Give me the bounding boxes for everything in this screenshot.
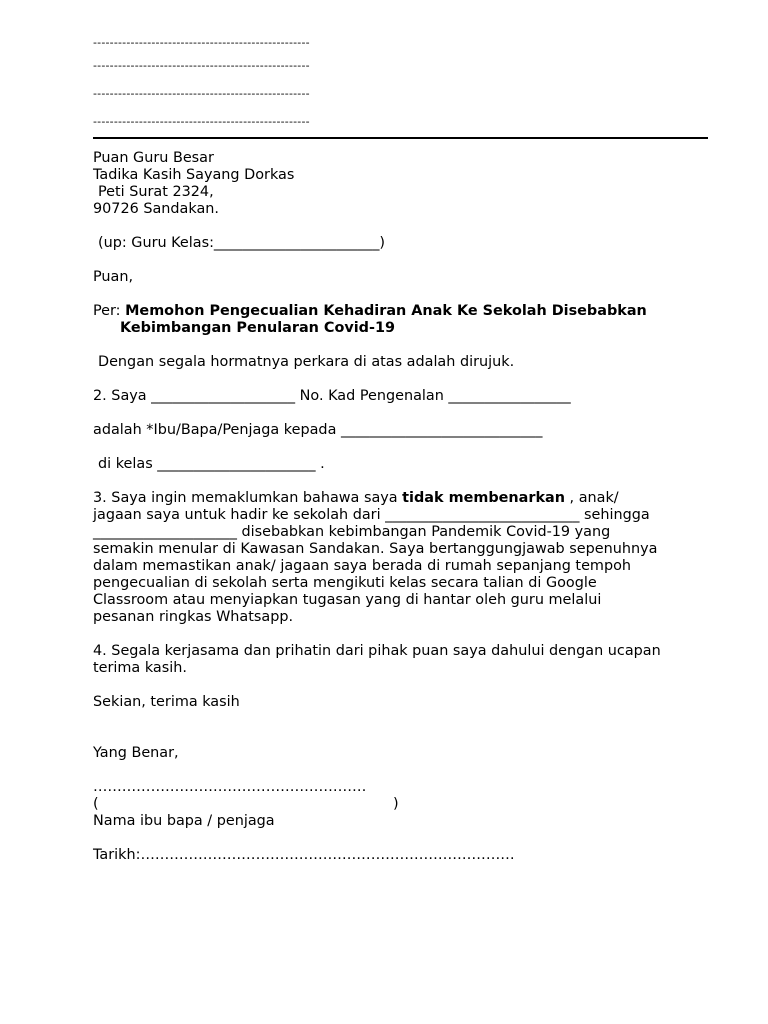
paragraph-4 bbox=[93, 643, 708, 677]
paragraph-1: Dengan segala hormatnya perkara di atas adalah dirujuk. bbox=[98, 354, 515, 370]
signature-paren-open: ( bbox=[93, 796, 99, 812]
recipient-line-2: Tadika Kasih Sayang Dorkas bbox=[93, 167, 295, 183]
para3-line-3: ____________________ disebabkan kebimbangan Pandemik Covid-19 yang bbox=[93, 524, 611, 540]
sender-address-block bbox=[93, 36, 708, 143]
para3-line-8: pesanan ringkas Whatsapp. bbox=[93, 609, 294, 625]
para3-before: 3. Saya ingin memaklumkan bahawa saya bbox=[93, 490, 403, 506]
para3-after: , anak/ bbox=[564, 490, 619, 506]
signature-label: Nama ibu bapa / penjaga bbox=[93, 813, 275, 829]
paragraph-2: 2. Saya ____________________ No. Kad Pengenalan _________________ bbox=[93, 388, 571, 404]
para3-line-6: pengecualian di sekolah serta mengikuti kelas secara talian di Google bbox=[93, 575, 597, 591]
para3-bold: tidak membenarkan bbox=[402, 490, 565, 506]
signature-dots: ………………………………………………… bbox=[93, 779, 367, 795]
signature-paren-close: ) bbox=[393, 796, 399, 812]
letter-body bbox=[93, 150, 708, 864]
subject-line-2: Kebimbangan Penularan Covid-19 bbox=[120, 320, 395, 336]
sender-line-2: ---------------------------------------------------- bbox=[93, 59, 310, 72]
attention-line: (up: Guru Kelas:_______________________) bbox=[98, 235, 386, 251]
signature-name-line bbox=[93, 796, 708, 813]
date-line: Tarikh:…………………………………………………………………… bbox=[93, 847, 515, 863]
recipient-line-4: 90726 Sandakan. bbox=[93, 201, 219, 217]
header-divider bbox=[93, 137, 708, 139]
subject-prefix: Per: bbox=[93, 303, 126, 319]
sender-line-1: ---------------------------------------------------- bbox=[93, 36, 310, 49]
paragraph-3 bbox=[93, 490, 708, 626]
para3-line-5: dalam memastikan anak/ jagaan saya berada di rumah sepanjang tempoh bbox=[93, 558, 631, 574]
subject-line-1: Memohon Pengecualian Kehadiran Anak Ke Sekolah Disebabkan bbox=[125, 303, 647, 319]
sender-line-4: ---------------------------------------------------- bbox=[93, 115, 310, 128]
para3-line-7: Classroom atau menyiapkan tugasan yang di hantar oleh guru melalui bbox=[93, 592, 602, 608]
para3-line-2: jagaan saya untuk hadir ke sekolah dari ___________________________ sehingga bbox=[93, 507, 650, 523]
para4-line-1: 4. Segala kerjasama dan prihatin dari pihak puan saya dahului dengan ucapan bbox=[93, 643, 661, 659]
signature-block bbox=[93, 779, 708, 830]
para3-line-4: semakin menular di Kawasan Sandakan. Saya bertanggungjawab sepenuhnya bbox=[93, 541, 658, 557]
signoff: Yang Benar, bbox=[93, 745, 179, 761]
paragraph-2-class: di kelas ______________________ . bbox=[98, 456, 325, 472]
paragraph-2-parent: adalah *Ibu/Bapa/Penjaga kepada ____________________________ bbox=[93, 422, 543, 438]
para4-line-2: terima kasih. bbox=[93, 660, 187, 676]
sender-line-3: ---------------------------------------------------- bbox=[93, 87, 310, 100]
closing: Sekian, terima kasih bbox=[93, 694, 240, 710]
recipient-line-3: Peti Surat 2324, bbox=[98, 184, 214, 200]
subject-block bbox=[93, 303, 708, 337]
recipient-line-1: Puan Guru Besar bbox=[93, 150, 214, 166]
salutation: Puan, bbox=[93, 269, 134, 285]
